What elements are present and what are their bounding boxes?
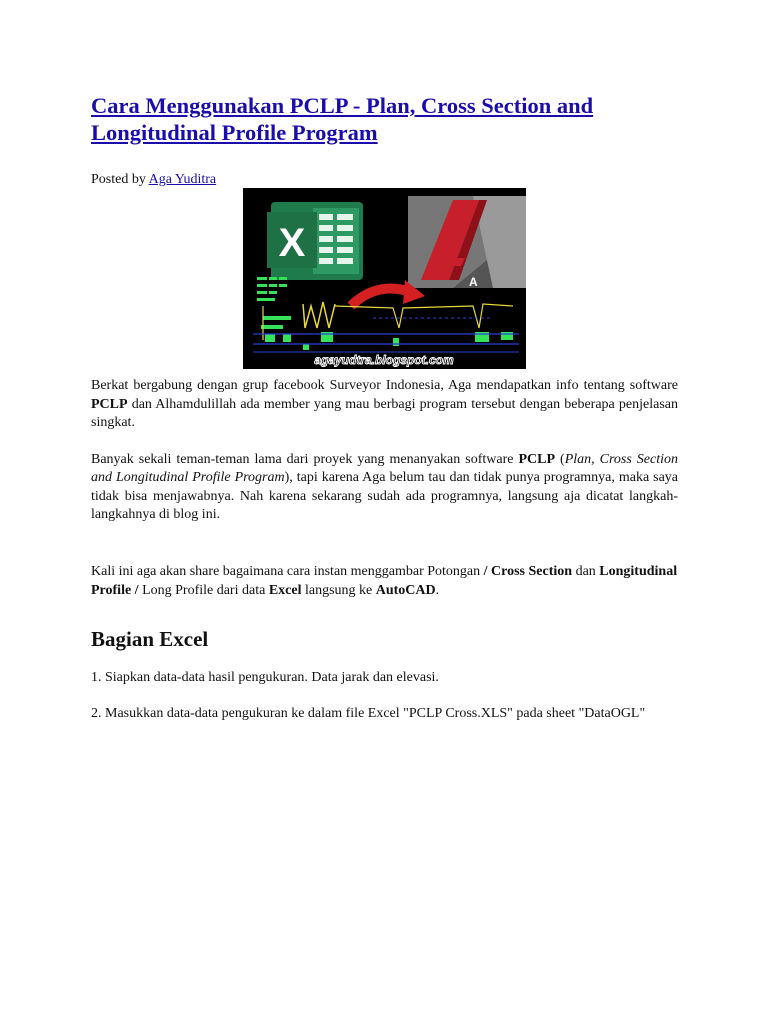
author-link[interactable]: Aga Yuditra bbox=[148, 172, 217, 187]
byline bbox=[91, 171, 678, 189]
autocad-logo-icon bbox=[408, 196, 526, 289]
section-heading-excel: Bagian Excel bbox=[91, 626, 209, 651]
paragraph-context: Banyak sekali teman-teman lama dari proyek yang menanyakan software PCLP (Plan, Cross Section and Longitudinal Profile Program), tapi karena Aga belum tau dan tidak punya programnya, maka saya tidak bisa menjawabnya. Nah karena sekarang sudah ada programnya, langsung aja dicatat langkah-langkahnya di blog ini. bbox=[91, 451, 679, 522]
step-2: 2. Masukkan data-data pengukuran ke dalam file Excel "PCLP Cross.XLS" pada sheet "DataOGL" bbox=[91, 706, 646, 721]
byline-prefix: Posted by bbox=[91, 172, 149, 187]
hero-image bbox=[243, 188, 526, 369]
article-title bbox=[91, 92, 678, 146]
article bbox=[91, 92, 678, 724]
svg-text:X: X bbox=[278, 221, 306, 265]
paragraph-overview: Kali ini aga akan share bagaimana cara instan menggambar Potongan / Cross Section dan Longitudinal Profile / Long Profile dari data Excel langsung ke AutoCAD. bbox=[91, 563, 678, 598]
paragraph-intro: Berkat bergabung dengan grup facebook Surveyor Indonesia, Aga mendapatkan info tentang software PCLP dan Alhamdulillah ada member yang mau berbagi program tersebut dengan beberapa penjelasan singkat. bbox=[91, 378, 678, 430]
article-title-link[interactable]: Cara Menggunakan PCLP - Plan, Cross Section and Longitudinal Profile Program bbox=[91, 93, 594, 145]
excel-logo-icon bbox=[267, 202, 363, 280]
image-watermark: agayudtra.blogspot.com bbox=[314, 353, 454, 367]
hero-image-wrapper bbox=[91, 188, 678, 369]
step-1: 1. Siapkan data-data hasil pengukuran. Data jarak dan elevasi. bbox=[91, 669, 439, 685]
svg-text:A: A bbox=[469, 275, 478, 289]
